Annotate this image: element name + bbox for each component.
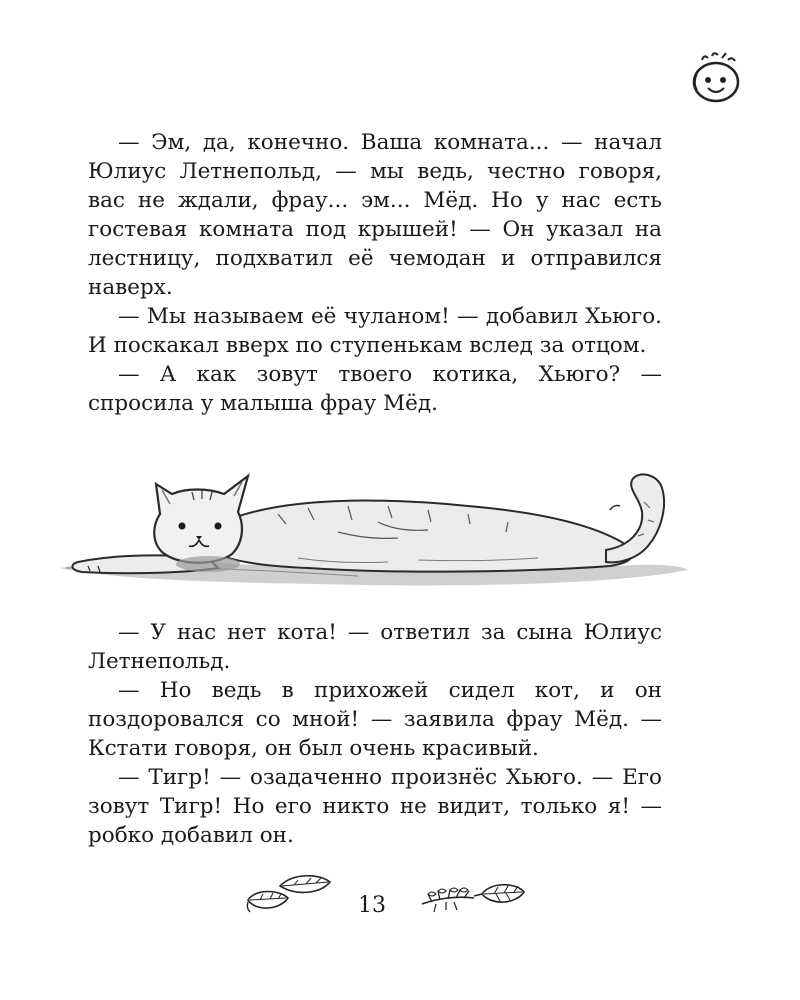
page-number: 13	[358, 893, 386, 918]
paragraph: — Мы называем её чуланом! — добавил Хьюго. И поскакал вверх по ступенькам вслед за отцом.	[88, 304, 662, 358]
paragraph: — Эм, да, конечно. Ваша комната... — начал Юлиус Летнепольд, — мы ведь, честно говоря, вас не ждали, фрау... эм... Мёд. Но у нас есть гостевая комната под крышей! — Он указал на лестницу, подхватил её чемодан и отправился наверх.	[88, 130, 662, 300]
paragraph: — У нас нет кота! — ответил за сына Юлиус Летнепольд.	[88, 620, 662, 674]
text-block-bottom	[88, 618, 662, 850]
leaves-sprig-icon	[418, 874, 528, 918]
text-block-top	[88, 128, 662, 418]
paragraph: — А как зовут твоего котика, Хьюго? — спросила у малыша фрау Мёд.	[88, 362, 662, 416]
lying-cat-illustration	[58, 462, 690, 596]
paragraph: — Тигр! — озадаченно произнёс Хьюго. — Его зовут Тигр! Но его никто не видит, только я! — робко добавил он.	[88, 765, 662, 848]
leaves-icon	[244, 872, 334, 916]
smiling-face-icon	[688, 50, 744, 106]
paragraph: — Но ведь в прихожей сидел кот, и он поздоровался со мной! — заявила фрау Мёд. — Кстати говоря, он был очень красивый.	[88, 678, 662, 761]
